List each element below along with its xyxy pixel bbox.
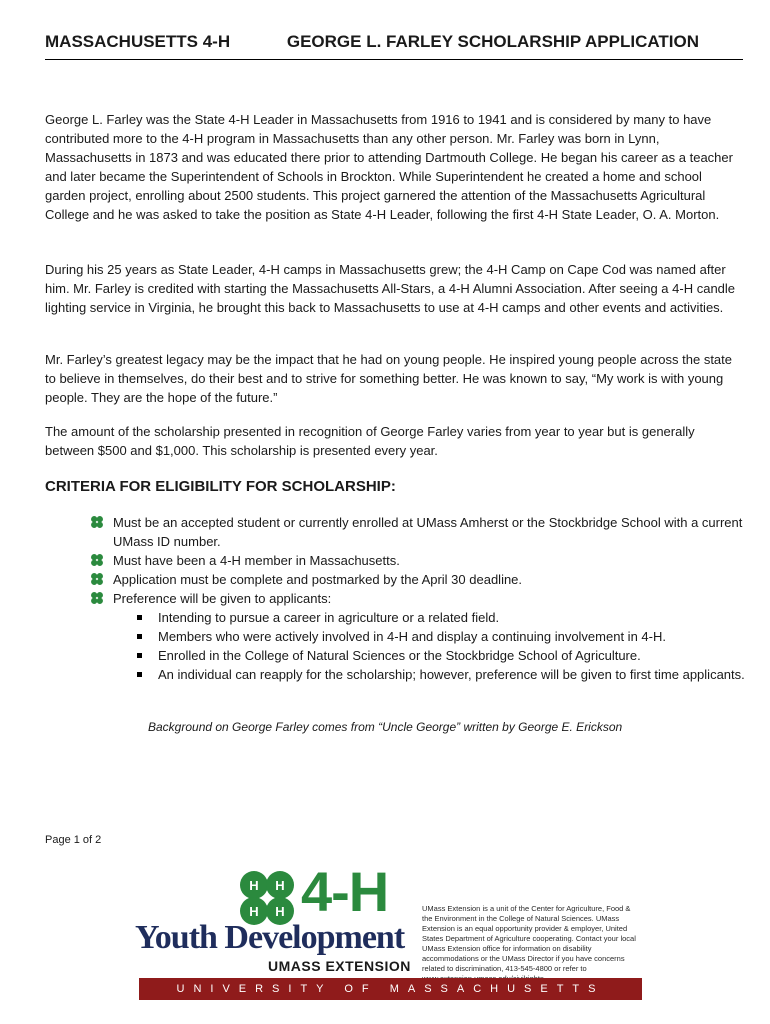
- square-bullet-icon: [137, 634, 142, 639]
- preference-sublist: [135, 608, 745, 684]
- criteria-heading: CRITERIA FOR ELIGIBILITY FOR SCHOLARSHIP:: [45, 478, 396, 495]
- paragraph-leadership: During his 25 years as State Leader, 4-H camps in Massachusetts grew; the 4-H Camp on Cape Cod was named after him. Mr. Farley is credited with starting the Massachusetts All-Stars, a 4-H Alumni Association. After seeing a 4-H candle lighting service in Virginia, he brought this back to Massachusetts to use at 4-H camps and other events and activities.: [45, 262, 736, 315]
- paragraph-amount: The amount of the scholarship presented in recognition of George Farley varies from year to year but is generally between $500 and $1,000. This scholarship is presented every year.: [45, 424, 695, 458]
- svg-text:H: H: [275, 878, 285, 893]
- youth-development-wordmark: Youth Development: [135, 919, 405, 956]
- background-source-note: Background on George Farley comes from “Uncle George” written by George E. Erickson: [148, 720, 623, 734]
- preference-item: [135, 627, 745, 646]
- preference-item-text: Members who were actively involved in 4-H and display a continuing involvement in 4-H.: [158, 629, 666, 644]
- criteria-item: [90, 570, 745, 589]
- criteria-item: [90, 589, 745, 684]
- preference-item: [135, 608, 745, 627]
- square-bullet-icon: [137, 672, 142, 677]
- extension-disclaimer: UMass Extension is a unit of the Center for Agriculture, Food & the Environment in the College of Natural Sciences. UMass Extension is an equal opportunity provider & employer, United States Department of Agriculture cooperating. Contact your local UMass Extension office for information on disability accommodations or the UMass Director if you have concerns related to discrimination, 413-545-4800 or refer to: [422, 904, 636, 973]
- university-banner: UNIVERSITY OF MASSACHUSETTS AMHERST: [139, 978, 642, 1000]
- svg-text:H: H: [249, 878, 259, 893]
- preference-item: [135, 665, 745, 684]
- criteria-item-text: Must be an accepted student or currently enrolled at UMass Amherst or the Stockbridge School with a current UMass ID number.: [113, 515, 743, 549]
- criteria-item-text: Application must be complete and postmarked by the April 30 deadline.: [113, 572, 523, 587]
- header-title: GEORGE L. FARLEY SCHOLARSHIP APPLICATION: [286, 32, 699, 51]
- page-number: Page 1 of 2: [45, 834, 102, 846]
- square-bullet-icon: [137, 615, 142, 620]
- 4h-wordmark: 4-H: [301, 860, 389, 923]
- svg-text:H: H: [249, 904, 259, 919]
- criteria-item: [90, 513, 745, 551]
- clover-bullet-icon: [90, 591, 104, 605]
- clover-bullet-icon: [90, 572, 104, 586]
- criteria-item-text: Must have been a 4-H member in Massachusetts.: [113, 553, 400, 568]
- preference-item: [135, 646, 745, 665]
- preference-item-text: Intending to pursue a career in agriculture or a related field.: [158, 610, 500, 625]
- svg-text:H: H: [275, 904, 285, 919]
- page-header: [45, 30, 743, 60]
- paragraph-biography: George L. Farley was the State 4-H Leader in Massachusetts from 1916 to 1941 and is considered by many to have contributed more to the 4-H program in Massachusetts than any other person. Mr. Farley was born in Lynn, Massachusetts in 1873 and was educated there prior to attending Dartmouth College. He began his career as a teacher and later became the Superintendent of Schools in Brockton. While Superintendent he created a home and school garden project, enrolling about 2500 students. This project garnered the attention of the Massachusetts Agricultural College and he was asked to take the position as State 4-H Leader, following the first 4-H State Leader, O. A. Morton.: [45, 112, 733, 222]
- criteria-list: [90, 513, 745, 684]
- preference-item-text: An individual can reapply for the scholarship; however, preference will be given to first time applicants.: [158, 667, 745, 682]
- footer-logo-block: [135, 860, 642, 1017]
- header-org: MASSACHUSETTS 4-H: [45, 32, 231, 51]
- square-bullet-icon: [137, 653, 142, 658]
- preference-item-text: Enrolled in the College of Natural Sciences or the Stockbridge School of Agriculture.: [158, 648, 641, 663]
- criteria-item-text: Preference will be given to applicants:: [113, 591, 332, 606]
- criteria-item: [90, 551, 745, 570]
- umass-extension-label: UMASS EXTENSION: [268, 958, 411, 974]
- clover-bullet-icon: [90, 515, 104, 529]
- paragraph-legacy: Mr. Farley’s greatest legacy may be the impact that he had on young people. He inspired young people across the state to believe in themselves, do their best and to strive for something better. He was known to say, “My work is with young people. They are the hope of the future.”: [45, 352, 733, 405]
- clover-bullet-icon: [90, 553, 104, 567]
